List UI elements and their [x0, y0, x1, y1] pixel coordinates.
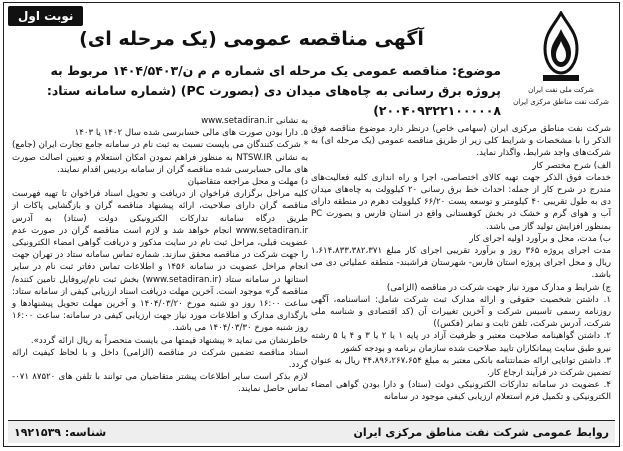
notice-round-badge: نوبت اول [8, 6, 83, 26]
section-b-heading: ب) مدت، محل و برآورد اولیه اجرای کار [469, 233, 611, 244]
setad-address: به نشانی www.setadiran.ir [201, 116, 308, 126]
intro-paragraph: شرکت نفت مناطق مرکزی ایران (سهامی خاص) درنظر دارد موضوع مناقصه فوق الذکر را با مشخصات و شرایط کلی زیر از طریق مناقصه عمومی (یک مرحله ای) به شرکت‌های واجد شرایط، واگذار نماید. [311, 124, 611, 159]
requirement-4: ۴. عضویت در سامانه تدارکات الکترونیکی دولت (ستاد) و دارا بودن گواهی امضاء الکترونیکی و تکمیل فرم استعلام ارزیابی کیفی موجود در سامانه [311, 380, 611, 403]
tender-notice [3, 2, 620, 447]
shenase-label: شناسه: ۱۹۲۱۵۳۹ [14, 425, 107, 439]
company-logo [511, 11, 611, 121]
section-c-heading: ج) شرایط و مدارک مورد نیاز جهت شرکت در مناقصه (الزامی) [386, 282, 611, 293]
logo-text-2: شرکت نفت مناطق مرکزی ایران [513, 98, 609, 106]
requirement-2: ۲. داشتن گواهینامه صلاحیت معتبر و ظرفیت آزاد در پایه ۱ یا ۲ یا ۳ و ۴ یا ۵ رشته نیرو طبق سایت پیمانکاران تایید صلاحیت شده سازمان برنامه و بودجه کشور [311, 331, 611, 354]
left-column [12, 115, 308, 396]
section-d-text: کلیه مراحل برگزاری فراخوان از دریافت و تحویل اسناد فراخوان تا تهیه فهرست مناقصه گران دارای صلاحیت، ارائه پیشنهاد مناقصه گران و بازگشایی پاکات از طریق درگاه سامانه تدارکات الکترونیکی دولت (ستاد) به آدرس www.setadiran.ir انجام خواهد شد و لازم است مناقصه گران در صورت عدم عضویت قبلی، مراحل ثبت نام در سایت مذکور و دریافت گواهی امضاء الکترونیکی را جهت شرکت در مناقصه محقق سازند. شماره تماس سامانه ستاد در تهران جهت انجام مراحل عضویت در سامانه ۱۴۵۶ و اطلاعات تماس دفاتر ثبت نام در سایر استانها در سامانه ستاد (www.setadiran.ir) بخش ثبت نام/پروفایل تامین کننده/مناقصه گر» موجود است. آخرین مهلت دریافت اسناد ارزیابی کیفی از سامانه ستاد: ساعت ۱۶:۰۰ روز دو شنبه مورخ ۱۴۰۴/۰۳/۲۰ و آخرین مهلت تحویل پیشنهادها و بارگذاری مدارک و اطلاعات مورد نیاز جهت ارزیابی کیفی در سامانه: ساعت ۱۶:۰۰ روز شنبه مورخ ۱۴۰۴/۰۳/۳۰ می باشد. [12, 189, 309, 334]
logo-text-1: شرکت ملی نفت ایران [528, 86, 594, 94]
requirement-3: ۳. داشتن توانایی ارائه ضمانتنامه بانکی معتبر به مبلغ ۴۴،۸۹۶،۲۶۷،۶۵۴ ریال به عنوان تضمین شرکت در فرآیند ارجاع کار. [311, 355, 611, 379]
ntsw-note: * شرکت کنندگان می بایست نسبت به ثبت نام در سامانه جامع تجارت ایران (جامع) به نشانی NTSW.IR به منظور فراهم نمودن امکان استعلام و تعیین اصالت صورت های مالی حسابرسی شده مناقصه گران از سامانه بردیس اقدام نمایند. [12, 140, 308, 175]
section-a-text: خدمات فوق الذکر جهت تهیه کالای اختصاصی، اجرا و راه اندازی کلیه فعالیت‌های مندرج در شرح کار از جمله: احداث خط برق رسانی ۲۰ کیلوولت به چاه‌های میدان دی به طول تقریبی ۴۰ کیلومتر و توسعه پست ۶۶/۲۰ کیلوولت دهرم در منطقه دارای آب و هوای گرم و خشک در بخش کوهستانی واقع در استان فارس و بصورت PC بمنظور افزایش تولید گاز می باشد. [311, 172, 611, 232]
contact-note: لازم بذکر است سایر اطلاعات پیشتر متقاضیان می توانند با تلفن های ۸۷۵۲۰ ۰۷۱- تماس حاصل نمایند. [12, 372, 308, 395]
publisher-label: روابط عمومی شرکت نفت مناطق مرکزی ایران [353, 425, 609, 439]
page-title: آگهی مناقصه عمومی (یک مرحله ای) [79, 28, 424, 50]
right-column [311, 123, 611, 404]
flame-logo-icon [533, 11, 589, 83]
section-d-heading: د) مهلت و محل مراجعه متقاضیان [187, 177, 308, 188]
section-b-text: مدت اجرای پروژه ۳۶۵ روز و برآورد تقریبی اجرای کار مبلغ ۱،۶۱۴،۸۳۳،۳۸۲،۳۷۱ ریال و محل اجرای پروژه استان فارس- شهرستان فراشبند- منطقه عملیاتی دی می باشد. [311, 246, 611, 281]
footer-bar [8, 420, 615, 443]
requirement-5: ۵. دارا بودن صورت های مالی حسابرسی شده سال ۱۴۰۲ یا ۱۴۰۳ [74, 128, 308, 139]
price-note: خاطرنشان می نماید « پیشنهاد قیمتها می بایست منحصراً به ریال ارائه گردد». [30, 335, 308, 346]
guarantee-note: اسناد مناقصه تضمین شرکت در مناقصه (الزامی) داخل و با لحاظ کیفیت ارائه گردد. [12, 347, 308, 371]
tender-subject: موضوع: مناقصه عمومی یک مرحله ای شماره م م ن/۱۴۰۴/۵۴۰۳ مربوط به پروژه برق رسانی به چاه‌های میدان دی (بصورت PC) (شماره سامانه ستاد: ۲۰۰۴۰۹۳۲۲۱۰۰۰۰۰۸) [46, 63, 501, 118]
section-a-heading: الف) شرح مختصر کار [532, 160, 611, 171]
requirement-1: ۱. داشتن شخصیت حقوقی و ارائه مدارک ثبت شرکت شامل: اساسنامه، آگهی روزنامه رسمی تاسیس شرکت و آخرین تغییرات آن (کد اقتصادی و شناسه ملی شرکت، آدرس شرکت، تلفن ثابت و نمابر (فکس)) [311, 294, 611, 330]
